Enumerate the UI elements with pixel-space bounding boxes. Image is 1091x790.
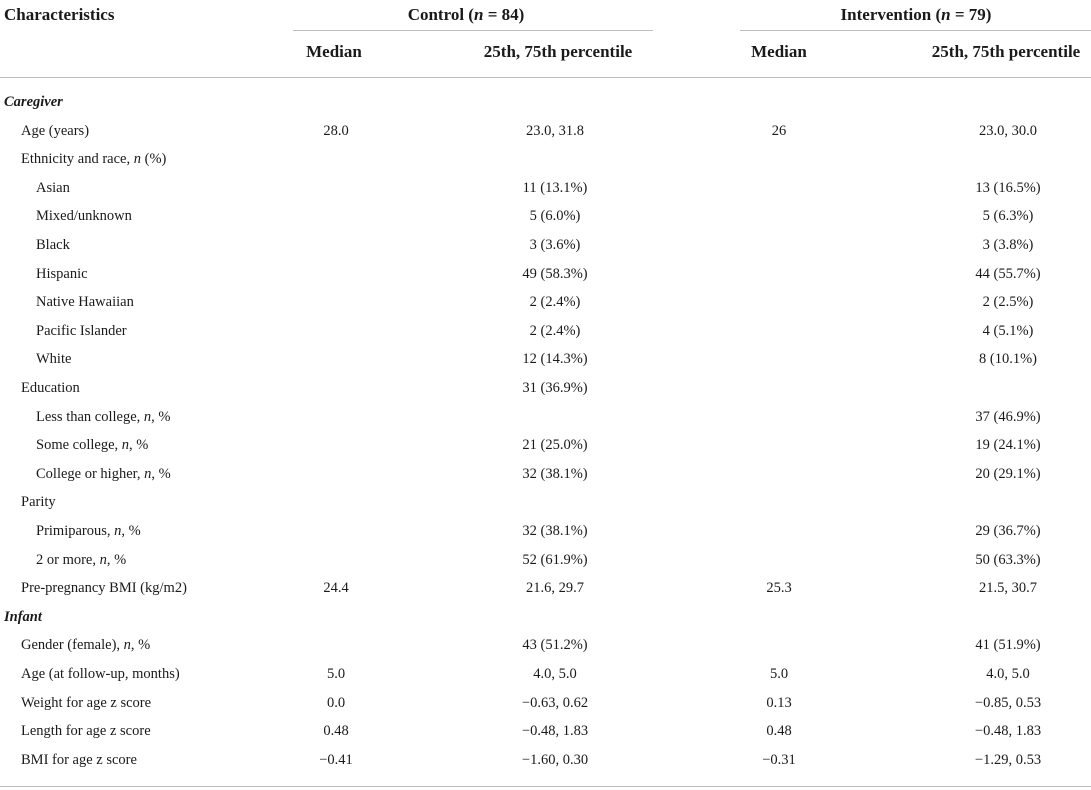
row-label: [36, 553, 126, 568]
cell-i-median: 5.0: [769, 666, 789, 682]
row-label: [36, 238, 70, 253]
cell-c-pct: 32 (38.1%): [522, 523, 588, 539]
cell-i-pct: −0.48, 1.83: [974, 723, 1042, 740]
row-label-text: Pre-pregnancy BMI (kg/m2): [21, 580, 187, 597]
cell-i-median: 26: [771, 122, 787, 139]
cell-c-pct: 11 (13.1%): [522, 179, 588, 196]
header-characteristics: Characteristics: [4, 5, 115, 24]
cell-i-pct: 5 (6.3%): [982, 208, 1034, 225]
cell-i-median: 0.13: [766, 694, 792, 711]
cell-c-pct: 2 (2.4%): [529, 294, 581, 311]
cell-c-pct: 2 (2.4%): [529, 322, 581, 339]
cell-i-pct: −0.85, 0.53: [974, 694, 1042, 711]
row-label-text: Gender (female),: [21, 637, 124, 654]
row-label-italic: n: [123, 637, 131, 654]
row-label-text: Age (years): [21, 122, 90, 139]
row-label-text: Black: [36, 237, 70, 253]
cell-i-pct: 44 (55.7%): [975, 265, 1041, 282]
row-label-text: College or higher,: [36, 465, 145, 482]
row-label-italic: n: [143, 408, 152, 425]
row-label-text: Education: [21, 380, 80, 396]
cell-i-pct: 41 (51.9%): [975, 637, 1041, 654]
intervention-underline: [740, 30, 1091, 31]
row-label: [21, 724, 151, 739]
row-label-italic: n: [133, 151, 141, 168]
row-label-text: Ethnicity and race,: [21, 151, 134, 168]
row-label-tail: , %: [151, 408, 171, 425]
control-underline: [293, 30, 653, 31]
cell-c-pct: 43 (51.2%): [522, 637, 588, 654]
row-label-italic: n: [144, 465, 152, 482]
cell-c-median: 28.0: [323, 122, 349, 139]
cell-c-pct: 32 (38.1%): [522, 465, 588, 482]
row-label: [21, 667, 180, 682]
row-label: [36, 524, 141, 539]
row-label-text: Mixed/unknown: [36, 208, 132, 225]
header-intervention-n: n: [941, 5, 951, 24]
cell-c-pct: 31 (36.9%): [522, 380, 588, 396]
cell-c-pct: 12 (14.3%): [522, 351, 588, 368]
cell-i-pct: 3 (3.8%): [982, 237, 1034, 253]
row-label: [21, 753, 137, 768]
cell-c-pct: −0.63, 0.62: [521, 694, 589, 711]
row-label-text: Native Hawaiian: [36, 294, 134, 311]
cell-i-median: −0.31: [762, 751, 796, 768]
cell-c-pct: 21 (25.0%): [522, 437, 588, 454]
row-label-text: Hispanic: [36, 265, 88, 282]
cell-i-pct: 2 (2.5%): [982, 294, 1034, 311]
row-label: [36, 324, 127, 339]
cell-c-pct: 49 (58.3%): [522, 265, 588, 282]
row-label-text: Weight for age z score: [21, 694, 152, 711]
row-label-text: Parity: [21, 494, 56, 511]
row-label: [21, 696, 151, 711]
cell-i-median: 25.3: [766, 580, 792, 597]
cell-c-pct: 23.0, 31.8: [526, 122, 584, 139]
section-label: Caregiver: [4, 94, 63, 110]
cell-i-pct: 8 (10.1%): [979, 351, 1037, 368]
row-label-tail: , %: [106, 551, 127, 568]
header-divider: [0, 77, 1091, 78]
header-intervention-median: Median: [751, 42, 807, 61]
header-control-n: n: [473, 5, 484, 24]
row-label-text: Primiparous,: [36, 523, 115, 539]
row-label: [21, 152, 166, 167]
row-label-italic: n: [99, 551, 107, 568]
row-label-text: White: [36, 351, 72, 368]
cell-c-pct: −0.48, 1.83: [521, 723, 589, 740]
cell-i-median: 0.48: [766, 723, 792, 740]
cell-c-median: 24.4: [323, 580, 349, 597]
cell-c-pct: 52 (61.9%): [522, 551, 588, 568]
cell-i-pct: 13 (16.5%): [975, 179, 1041, 196]
row-label-text: Pacific Islander: [36, 322, 127, 339]
row-label: [21, 581, 187, 596]
section-label: Infant: [4, 608, 42, 625]
cell-c-pct: 5 (6.0%): [529, 208, 581, 225]
cell-c-pct: 3 (3.6%): [529, 237, 581, 253]
row-label-tail: , %: [151, 465, 171, 482]
row-label-text: Some college,: [36, 437, 122, 454]
row-label-italic: n: [114, 523, 122, 539]
header-control-median: Median: [306, 42, 362, 61]
cell-i-pct: 29 (36.7%): [975, 523, 1041, 539]
header-control-suffix: = 84): [483, 5, 525, 24]
header-intervention-percentile: 25th, 75th percentile: [931, 42, 1081, 61]
row-label-italic: n: [121, 437, 130, 454]
cell-c-median: 0.48: [323, 723, 349, 740]
cell-c-median: −0.41: [319, 751, 353, 768]
row-label: [21, 638, 150, 653]
row-label: [21, 495, 56, 510]
row-label: [36, 209, 132, 224]
row-label-tail: , %: [130, 637, 151, 654]
row-label: [36, 438, 148, 453]
cell-c-pct: −1.60, 0.30: [521, 751, 589, 768]
row-label: [36, 410, 171, 425]
cell-i-pct: −1.29, 0.53: [974, 751, 1042, 768]
row-label: [36, 181, 70, 196]
header-intervention-suffix: = 79): [950, 5, 992, 24]
row-label-tail: , %: [129, 437, 149, 454]
row-label-text: 2 or more,: [36, 551, 100, 568]
row-label-text: Length for age z score: [21, 723, 151, 740]
header-intervention: [841, 6, 992, 23]
cell-i-pct: 4 (5.1%): [982, 322, 1034, 339]
header-intervention-prefix: Intervention (: [840, 5, 942, 24]
cell-c-median: 0.0: [326, 694, 346, 711]
cell-i-pct: 37 (46.9%): [975, 408, 1041, 425]
row-label: [21, 381, 80, 396]
row-label-text: BMI for age z score: [21, 751, 137, 768]
cell-i-pct: 23.0, 30.0: [979, 122, 1037, 139]
cell-i-pct: 4.0, 5.0: [986, 666, 1030, 682]
cell-i-pct: 50 (63.3%): [975, 551, 1041, 568]
row-label-text: Asian: [36, 179, 70, 196]
row-label: [36, 267, 88, 282]
cell-c-median: 5.0: [326, 666, 346, 682]
row-label-tail: , %: [121, 523, 141, 539]
header-control-prefix: Control (: [407, 5, 474, 24]
cell-i-pct: 19 (24.1%): [975, 437, 1041, 454]
row-label: [36, 295, 134, 310]
cell-i-pct: 20 (29.1%): [975, 465, 1041, 482]
row-label-text: Less than college,: [36, 408, 144, 425]
cell-c-pct: 21.6, 29.7: [526, 580, 584, 597]
cell-i-pct: 21.5, 30.7: [979, 580, 1037, 597]
row-label: [21, 124, 89, 139]
row-label-text: Age (at follow-up, months): [21, 666, 180, 682]
header-control-percentile: 25th, 75th percentile: [483, 42, 633, 61]
table-bottom-rule: [0, 786, 1091, 787]
row-label: [36, 352, 71, 367]
row-label: [36, 467, 171, 482]
header-control: [408, 6, 525, 23]
row-label-tail: (%): [140, 151, 167, 168]
cell-c-pct: 4.0, 5.0: [533, 666, 577, 682]
